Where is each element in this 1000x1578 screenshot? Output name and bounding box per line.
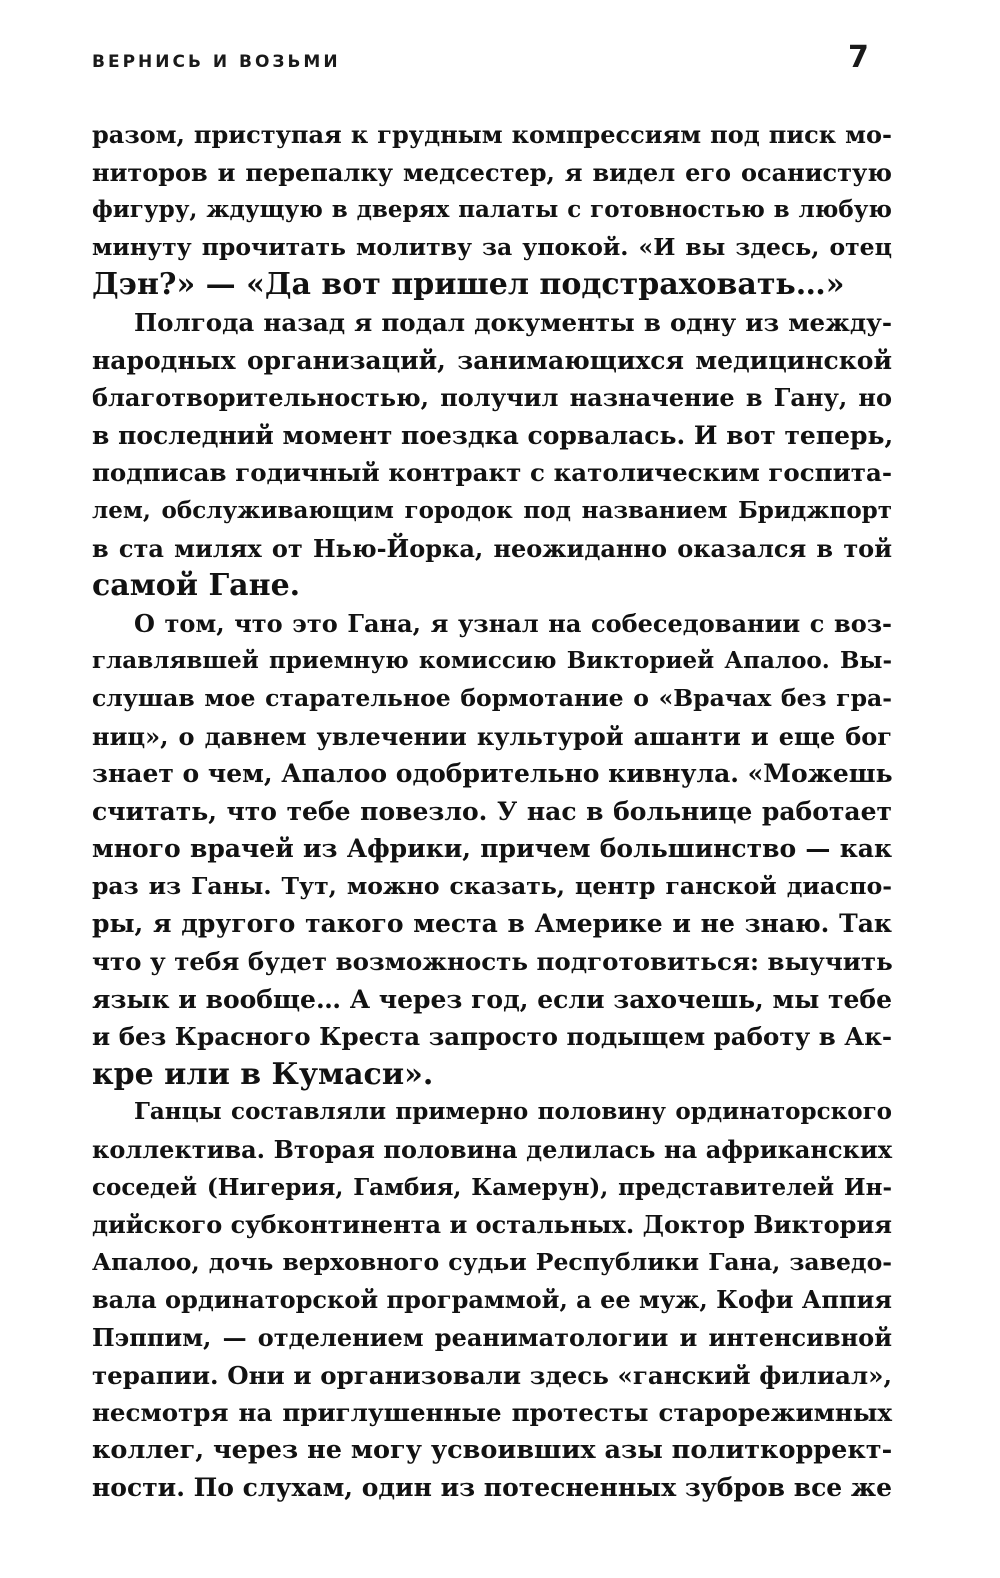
text-line: несмотря на приглушенные протесты старорежимных: [92, 1398, 892, 1428]
text-line: ры, я другого такого места в Америке и не знаю. Так: [92, 909, 892, 939]
running-head-title: ВЕРНИСЬ И ВОЗЬМИ: [92, 52, 341, 72]
text-line: вала ординаторской программой, а ее муж, Кофи Аппия: [92, 1285, 892, 1315]
text-line: кре или в Кумаси».: [92, 1056, 434, 1092]
body-text: [92, 116, 892, 1507]
text-line: слушав мое старательное бормотание о «Врачах без гра-: [92, 683, 892, 712]
text-line: коллег, через не могу усвоивших азы политкоррект-: [92, 1434, 893, 1465]
text-line: благотворительностью, получил назначение в Гану, но: [92, 383, 892, 413]
text-line: Дэн?» — «Да вот пришел подстраховать…»: [92, 267, 845, 303]
text-line: лем, обслуживающим городок под названием Бриджпорт: [92, 496, 892, 524]
text-line: Пэппим, — отделением реаниматологии и интенсивной: [92, 1323, 892, 1352]
text-line: Ганцы составляли примерно половину ординаторского: [134, 1098, 892, 1126]
text-line: Апалоо, дочь верховного судьи Республики Гана, заведо-: [92, 1247, 892, 1276]
text-line: самой Гане.: [92, 568, 301, 604]
text-line: в последний момент поездка сорвалась. И вот теперь,: [92, 420, 894, 450]
text-line: минуту прочитать молитву за упокой. «И вы здесь, отец: [92, 232, 892, 261]
text-line: народных организаций, занимающихся медицинской: [92, 345, 892, 375]
text-line: считать, что тебе повезло. У нас в больнице работает: [92, 796, 892, 826]
text-line: подписав годичный контракт с католическим госпита-: [92, 458, 892, 488]
text-line: соседей (Нигерия, Гамбия, Камерун), представителей Ин-: [92, 1173, 892, 1201]
text-line: главлявшей приемную комиссию Викторией Апалоо. Вы-: [92, 647, 892, 675]
text-line: ности. По слухам, один из потесненных зубров все же: [92, 1473, 893, 1503]
text-line: что у тебя будет возможность подготовиться: выучить: [92, 947, 893, 977]
page-number: 7: [848, 40, 869, 75]
text-line: Полгода назад я подал документы в одну из между-: [134, 307, 892, 337]
text-line: О том, что это Гана, я узнал на собеседовании с воз-: [134, 608, 892, 638]
text-line: ниц», о давнем увлечении культурой ашанти и еще бог: [92, 721, 892, 751]
text-line: в ста милях от Нью-Йорка, неожиданно оказался в той: [92, 533, 892, 563]
text-line: язык и вообще… А через год, если захочешь, мы тебе: [92, 984, 892, 1014]
text-line: ниторов и перепалку медсестер, я видел его осанистую: [92, 157, 892, 187]
text-line: много врачей из Африки, причем большинство — как: [92, 834, 892, 864]
text-line: дийского субконтинента и остальных. Доктор Виктория: [92, 1210, 892, 1240]
text-line: фигуру, ждущую в дверях палаты с готовностью в любую: [92, 196, 892, 224]
text-line: разом, приступая к грудным компрессиям под писк мо-: [92, 120, 892, 149]
text-line: терапии. Они и организовали здесь «ганский филиал»,: [92, 1360, 892, 1390]
text-line: и без Красного Креста запросто подыщем работу в Ак-: [92, 1022, 893, 1052]
text-line: знает о чем, Апалоо одобрительно кивнула. «Можешь: [92, 759, 893, 789]
text-line: раз из Ганы. Тут, можно сказать, центр ганской диаспо-: [92, 871, 892, 900]
text-line: коллектива. Вторая половина делилась на африканских: [92, 1135, 892, 1165]
